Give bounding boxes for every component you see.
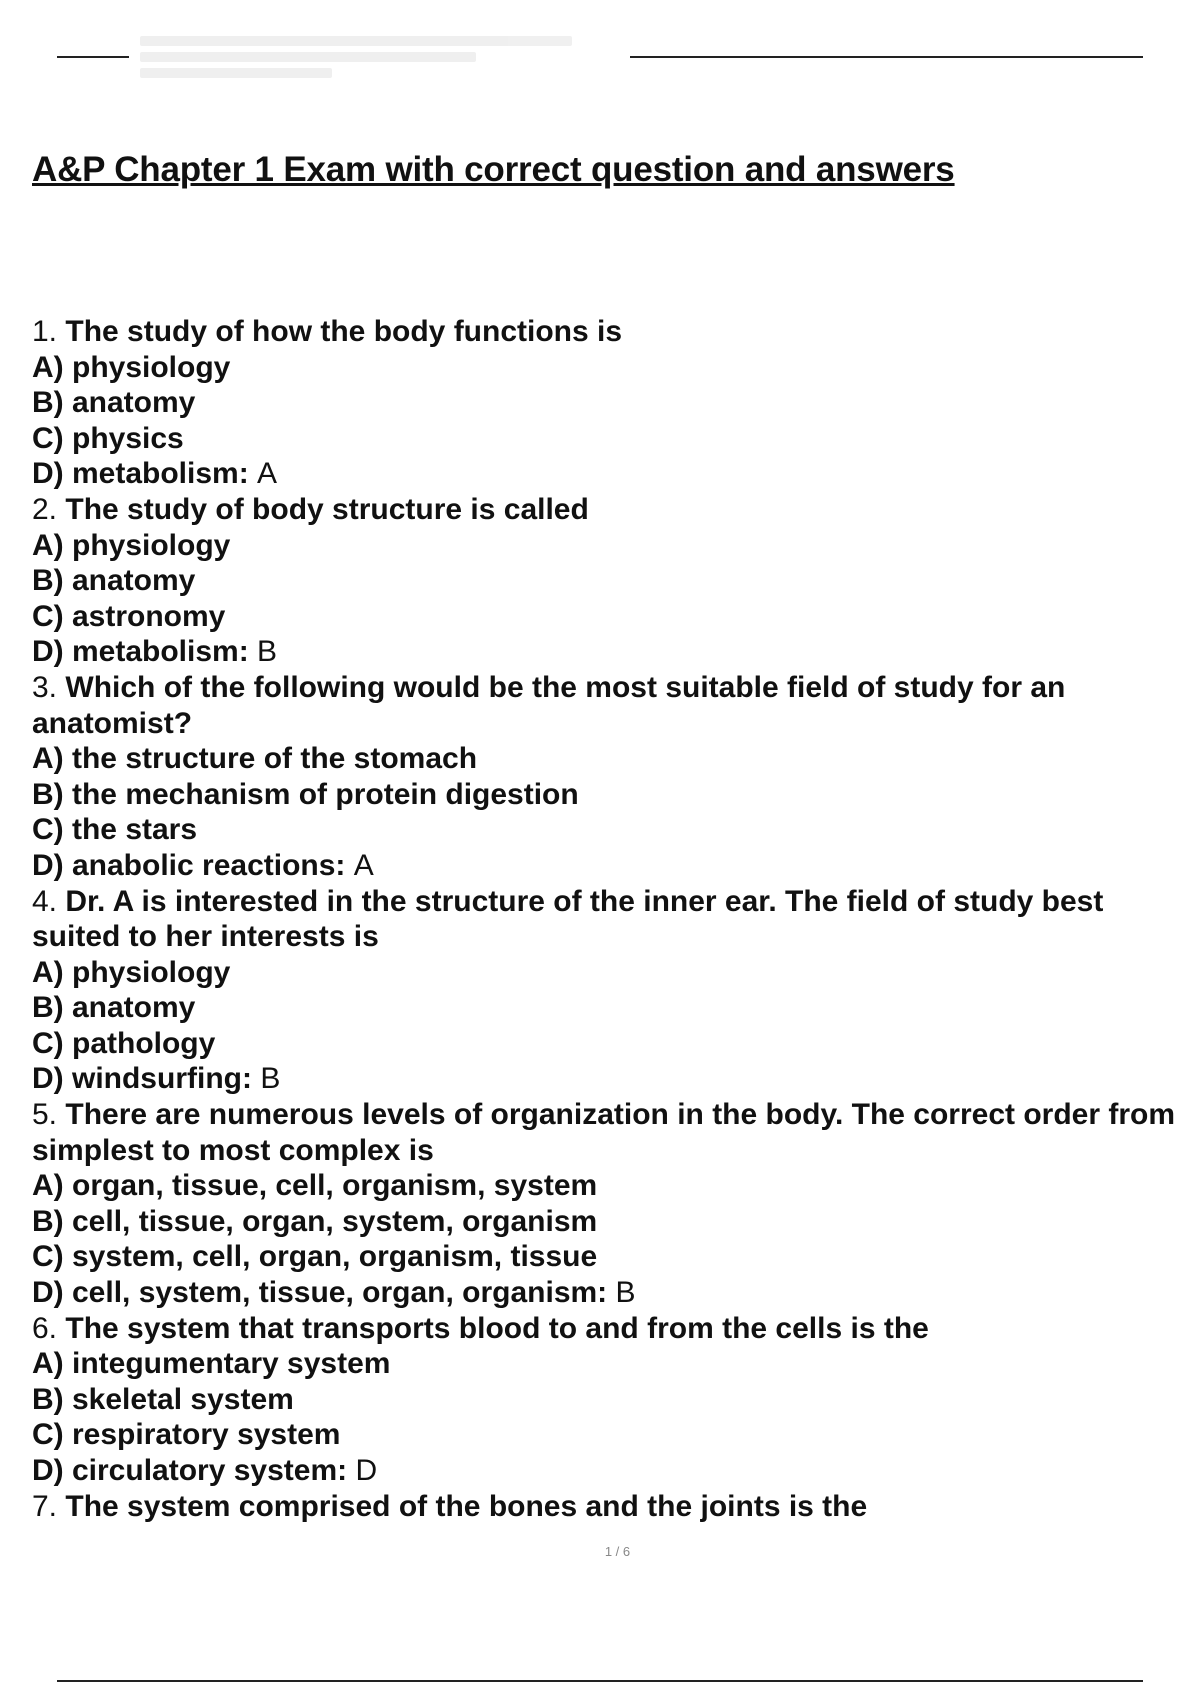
question-text: The study of body structure is called bbox=[65, 492, 589, 526]
correct-answer: B bbox=[260, 1062, 281, 1096]
question-6 bbox=[32, 1311, 1177, 1347]
question-7 bbox=[32, 1489, 1177, 1525]
option-text: A) the structure of the stomach bbox=[32, 742, 478, 776]
question-text: Dr. A is interested in the structure of the inner ear. The field of study best suited to her interests is bbox=[32, 884, 1104, 954]
answer-option bbox=[32, 456, 1177, 492]
question-number: 3. bbox=[32, 670, 58, 704]
option-text: B) skeletal system bbox=[32, 1382, 294, 1416]
correct-answer: A bbox=[257, 457, 278, 491]
question-number: 5. bbox=[32, 1098, 58, 1132]
correct-answer: D bbox=[355, 1454, 378, 1487]
correct-answer: A bbox=[353, 848, 374, 882]
question-number: 1. bbox=[32, 315, 58, 348]
correct-answer: B bbox=[257, 635, 278, 669]
question-3 bbox=[32, 670, 1177, 741]
option-text: C) respiratory system bbox=[32, 1418, 341, 1452]
option-text: C) astronomy bbox=[32, 599, 226, 633]
answer-option bbox=[32, 848, 1177, 884]
answer-option bbox=[32, 1453, 1177, 1489]
answer-option bbox=[32, 350, 1177, 386]
answer-option bbox=[32, 1346, 1177, 1382]
answer-option bbox=[32, 955, 1177, 991]
question-number: 4. bbox=[32, 884, 58, 918]
header-rule-right bbox=[630, 56, 1143, 58]
option-text: C) the stars bbox=[32, 813, 198, 847]
footer-rule bbox=[57, 1680, 1143, 1682]
answer-option bbox=[32, 1061, 1177, 1097]
option-text: A) physiology bbox=[32, 528, 231, 562]
option-text: C) physics bbox=[32, 421, 184, 455]
option-text: B) anatomy bbox=[32, 564, 196, 598]
answer-option bbox=[32, 385, 1177, 421]
option-text: D) anabolic reactions: bbox=[32, 848, 346, 882]
correct-answer: B bbox=[615, 1276, 636, 1310]
option-text: B) cell, tissue, organ, system, organism bbox=[32, 1204, 598, 1238]
question-number: 6. bbox=[32, 1311, 58, 1345]
page-title: A&P Chapter 1 Exam with correct question and answers bbox=[32, 150, 955, 189]
answer-option bbox=[32, 1275, 1177, 1311]
option-text: B) anatomy bbox=[32, 991, 196, 1025]
answer-option bbox=[32, 777, 1177, 813]
option-text: D) windsurfing: bbox=[32, 1062, 252, 1096]
question-2 bbox=[32, 492, 1177, 528]
question-text: The study of how the body functions is bbox=[65, 315, 623, 348]
option-text: B) the mechanism of protein digestion bbox=[32, 777, 579, 811]
answer-option bbox=[32, 1417, 1177, 1453]
answer-option bbox=[32, 1239, 1177, 1275]
question-list bbox=[32, 314, 1177, 1524]
option-text: A) physiology bbox=[32, 350, 231, 384]
option-text: D) circulatory system: bbox=[32, 1454, 348, 1487]
option-text: C) pathology bbox=[32, 1026, 216, 1060]
option-text: A) physiology bbox=[32, 955, 231, 989]
option-text: D) metabolism: bbox=[32, 635, 249, 669]
question-1 bbox=[32, 314, 1177, 350]
answer-option bbox=[32, 741, 1177, 777]
question-text: The system that transports blood to and from the cells is the bbox=[65, 1311, 929, 1345]
question-text: The system comprised of the bones and the joints is the bbox=[65, 1489, 868, 1523]
question-number: 7. bbox=[32, 1489, 58, 1523]
question-4 bbox=[32, 884, 1177, 955]
question-number: 2. bbox=[32, 492, 58, 526]
answer-option bbox=[32, 1204, 1177, 1240]
answer-option bbox=[32, 1168, 1177, 1204]
answer-option bbox=[32, 990, 1177, 1026]
question-text: Which of the following would be the most suitable field of study for an anatomist? bbox=[32, 670, 1066, 740]
page-number: 1 / 6 bbox=[604, 1544, 631, 1559]
option-text: B) anatomy bbox=[32, 386, 196, 420]
option-text: C) system, cell, organ, organism, tissue bbox=[32, 1240, 598, 1274]
answer-option bbox=[32, 599, 1177, 635]
question-text: There are numerous levels of organization in the body. The correct order from simplest to most complex is bbox=[32, 1098, 1176, 1167]
answer-option bbox=[32, 1382, 1177, 1418]
answer-option bbox=[32, 528, 1177, 564]
answer-option bbox=[32, 1026, 1177, 1062]
option-text: A) integumentary system bbox=[32, 1347, 391, 1381]
answer-option bbox=[32, 812, 1177, 848]
option-text: D) cell, system, tissue, organ, organism: bbox=[32, 1276, 608, 1310]
faint-header-watermark bbox=[140, 30, 620, 120]
answer-option bbox=[32, 563, 1177, 599]
answer-option bbox=[32, 634, 1177, 670]
answer-option bbox=[32, 421, 1177, 457]
option-text: A) organ, tissue, cell, organism, system bbox=[32, 1169, 598, 1203]
header-rule-left bbox=[57, 56, 129, 58]
question-5 bbox=[32, 1097, 1177, 1168]
option-text: D) metabolism: bbox=[32, 457, 249, 491]
